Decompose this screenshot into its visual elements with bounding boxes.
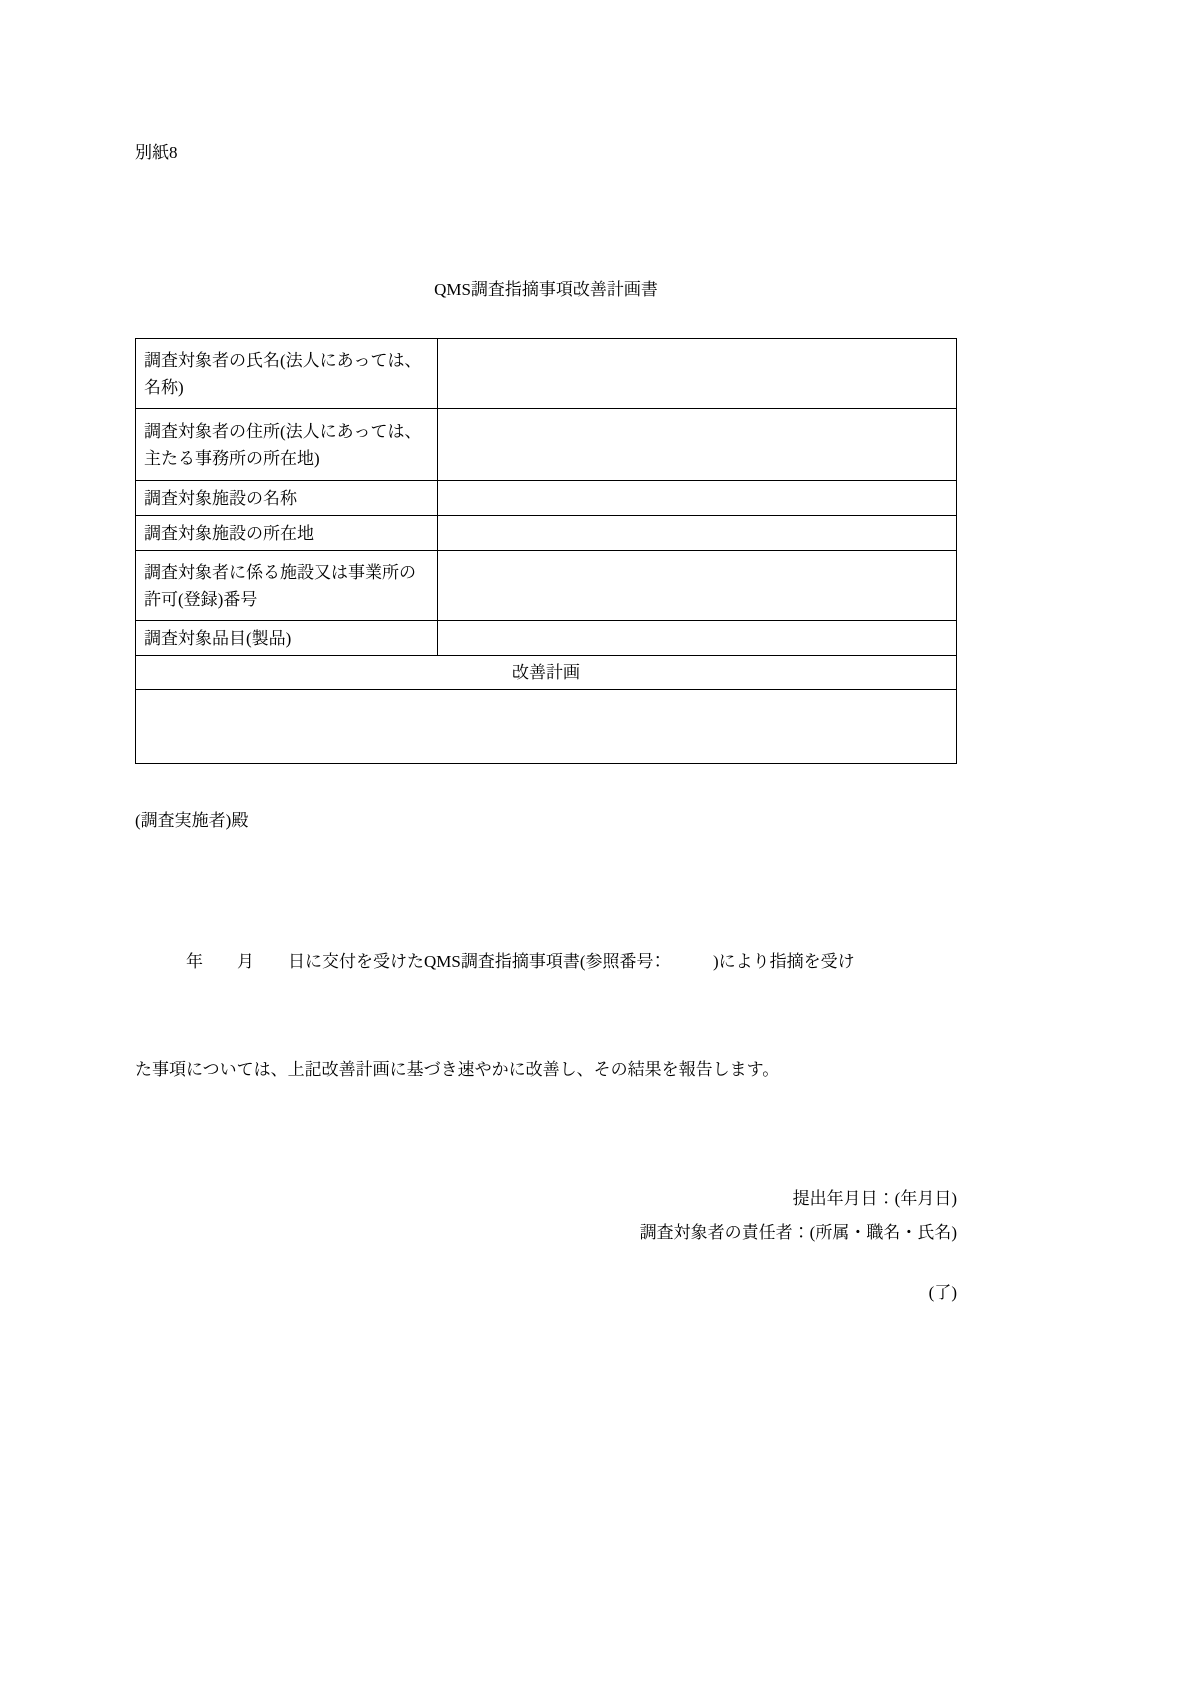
responsible-person-line: 調査対象者の責任者：(所属・職名・氏名) xyxy=(639,1223,957,1242)
row-value-facility-name xyxy=(438,481,957,516)
row-label-target-product: 調査対象品目(製品) xyxy=(136,621,438,656)
table-row xyxy=(136,551,957,621)
page-title: QMS調査指摘事項改善計画書 xyxy=(434,280,658,299)
statement-line-1: 年 月 日に交付を受けたQMS調査指摘事項書(参照番号： )により指摘を受け xyxy=(135,952,855,971)
row-value-license-number xyxy=(438,551,957,621)
statement-paragraph xyxy=(135,872,957,1160)
row-label-subject-name: 調査対象者の氏名(法人にあっては、名称) xyxy=(136,339,438,409)
table-row xyxy=(136,481,957,516)
table-row-section-header xyxy=(136,656,957,690)
improvement-plan-cell xyxy=(136,690,957,764)
row-label-subject-address: 調査対象者の住所(法人にあっては、主たる事務所の所在地) xyxy=(136,409,438,481)
submission-date-line: 提出年月日：(年月日) xyxy=(792,1189,957,1208)
signature-block xyxy=(135,1182,957,1250)
row-value-subject-name xyxy=(438,339,957,409)
row-value-subject-address xyxy=(438,409,957,481)
table-row xyxy=(136,409,957,481)
row-value-facility-address xyxy=(438,516,957,551)
table-row xyxy=(136,339,957,409)
statement-line-2: た事項については、上記改善計画に基づき速やかに改善し、その結果を報告します。 xyxy=(135,1060,780,1079)
table-row-plan xyxy=(136,690,957,764)
row-value-target-product xyxy=(438,621,957,656)
row-label-facility-name: 調査対象施設の名称 xyxy=(136,481,438,516)
table-row xyxy=(136,621,957,656)
closing-mark: (了) xyxy=(928,1283,957,1302)
improvement-plan-header: 改善計画 xyxy=(136,656,957,690)
row-label-license-number: 調査対象者に係る施設又は事業所の許可(登録)番号 xyxy=(136,551,438,621)
attachment-label: 別紙8 xyxy=(135,143,178,162)
table-row xyxy=(136,516,957,551)
form-table xyxy=(135,338,957,764)
addressee-line: (調査実施者)殿 xyxy=(135,811,249,830)
row-label-facility-address: 調査対象施設の所在地 xyxy=(136,516,438,551)
